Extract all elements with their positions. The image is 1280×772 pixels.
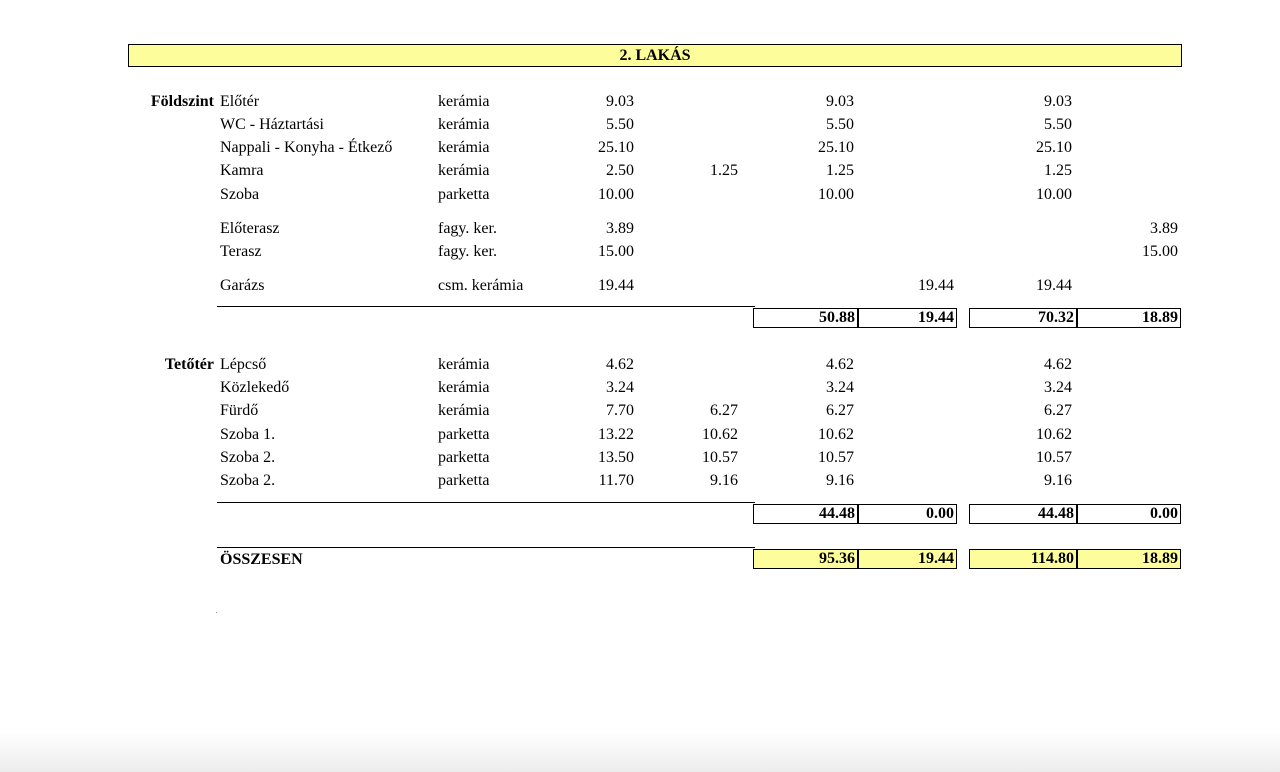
section-label-tetoter: Tetőtér	[164, 356, 214, 373]
value-c2: 1.25	[710, 162, 738, 179]
value-c1: 4.62	[606, 356, 634, 373]
room-name: Terasz	[220, 243, 262, 260]
value-c2: 9.16	[710, 472, 738, 489]
room-name: Nappali - Konyha - Étkező	[220, 139, 393, 156]
room-material: parketta	[438, 186, 490, 203]
room-name: Lépcső	[220, 356, 267, 373]
value-c5: 10.62	[1036, 426, 1072, 443]
value-c5: 9.16	[1044, 472, 1072, 489]
subtotal-a: 50.88	[753, 308, 858, 328]
room-material: fagy. ker.	[438, 243, 497, 260]
room-material: parketta	[438, 426, 490, 443]
room-name: Kamra	[220, 162, 264, 179]
value-c5: 1.25	[1044, 162, 1072, 179]
room-name: Közlekedő	[220, 379, 290, 396]
value-c5: 10.00	[1036, 186, 1072, 203]
total-label: ÖSSZESEN	[220, 551, 303, 568]
value-c5: 4.62	[1044, 356, 1072, 373]
room-name: Előtér	[220, 93, 260, 110]
value-c1: 13.50	[598, 449, 634, 466]
room-name: Szoba	[220, 186, 260, 203]
value-c5: 5.50	[1044, 116, 1072, 133]
section-label-foldszint: Földszint	[150, 93, 214, 110]
value-c1: 2.50	[606, 162, 634, 179]
value-c2: 10.57	[702, 449, 738, 466]
room-material: csm. kerámia	[438, 277, 524, 294]
value-c3: 25.10	[818, 139, 854, 156]
value-c1: 3.89	[606, 220, 634, 237]
room-name: Előterasz	[220, 220, 280, 237]
value-c1: 5.50	[606, 116, 634, 133]
room-name: WC - Háztartási	[220, 116, 324, 133]
room-material: kerámia	[438, 139, 490, 156]
room-name: Szoba 2.	[220, 449, 276, 466]
room-material: kerámia	[438, 379, 490, 396]
stray-mark	[216, 612, 217, 613]
value-c3: 6.27	[826, 402, 854, 419]
subtotal-c: 70.32	[969, 308, 1077, 328]
value-c3: 9.16	[826, 472, 854, 489]
value-c3: 10.62	[818, 426, 854, 443]
total-a: 95.36	[753, 549, 858, 569]
value-c5: 6.27	[1044, 402, 1072, 419]
value-c4: 19.44	[918, 277, 954, 294]
value-c5: 19.44	[1036, 277, 1072, 294]
room-name: Szoba 2.	[220, 472, 276, 489]
value-c1: 9.03	[606, 93, 634, 110]
subtotal-d: 0.00	[1077, 504, 1181, 524]
sheet-title: 2. LAKÁS	[128, 44, 1182, 67]
subtotal-c: 44.48	[969, 504, 1077, 524]
value-c3: 4.62	[826, 356, 854, 373]
room-material: parketta	[438, 472, 490, 489]
value-c3: 10.57	[818, 449, 854, 466]
total-d: 18.89	[1077, 549, 1181, 569]
value-c3: 5.50	[826, 116, 854, 133]
value-c1: 15.00	[598, 243, 634, 260]
room-material: kerámia	[438, 356, 490, 373]
subtotal-a: 44.48	[753, 504, 858, 524]
subtotal-b: 19.44	[858, 308, 957, 328]
room-material: parketta	[438, 449, 490, 466]
subtotal-d: 18.89	[1077, 308, 1181, 328]
value-c3: 9.03	[826, 93, 854, 110]
room-name: Fürdő	[220, 402, 259, 419]
total-b: 19.44	[858, 549, 957, 569]
room-material: kerámia	[438, 162, 490, 179]
subtotal-rule	[217, 502, 755, 503]
total-c: 114.80	[969, 549, 1077, 569]
value-c5: 3.24	[1044, 379, 1072, 396]
value-c1: 25.10	[598, 139, 634, 156]
value-c6: 15.00	[1142, 243, 1178, 260]
value-c5: 9.03	[1044, 93, 1072, 110]
room-name: Szoba 1.	[220, 426, 276, 443]
room-material: fagy. ker.	[438, 220, 497, 237]
value-c1: 7.70	[606, 402, 634, 419]
value-c3: 10.00	[818, 186, 854, 203]
value-c1: 13.22	[598, 426, 634, 443]
value-c6: 3.89	[1150, 220, 1178, 237]
value-c1: 19.44	[598, 277, 634, 294]
total-rule	[217, 547, 755, 548]
value-c2: 10.62	[702, 426, 738, 443]
room-name: Garázs	[220, 277, 265, 294]
value-c1: 3.24	[606, 379, 634, 396]
room-material: kerámia	[438, 116, 490, 133]
value-c1: 11.70	[598, 472, 634, 489]
page-bottom-shade	[0, 732, 1280, 772]
subtotal-rule	[217, 306, 755, 307]
value-c3: 3.24	[826, 379, 854, 396]
value-c5: 10.57	[1036, 449, 1072, 466]
room-material: kerámia	[438, 93, 490, 110]
value-c2: 6.27	[710, 402, 738, 419]
room-material: kerámia	[438, 402, 490, 419]
value-c3: 1.25	[826, 162, 854, 179]
subtotal-b: 0.00	[858, 504, 957, 524]
value-c5: 25.10	[1036, 139, 1072, 156]
value-c1: 10.00	[598, 186, 634, 203]
